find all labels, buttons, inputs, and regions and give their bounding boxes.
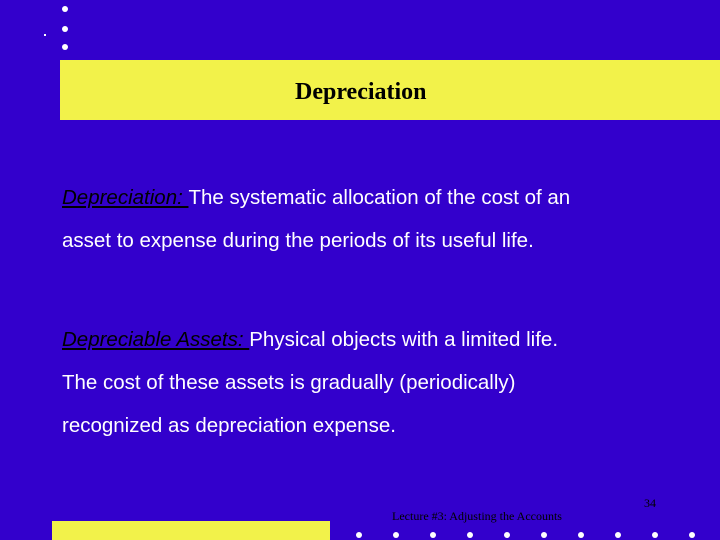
decor-dot: [430, 532, 436, 538]
decor-dot: [504, 532, 510, 538]
decor-dot: [356, 532, 362, 538]
definition-line: The systematic allocation of the cost of an: [188, 186, 571, 209]
decor-dot: [689, 532, 695, 538]
term-depreciation: Depreciation:: [62, 186, 189, 209]
definition-line: The cost of these assets is gradually (periodically): [62, 371, 516, 394]
decor-dot: [62, 6, 68, 12]
definition-line: asset to expense during the periods of its useful life.: [62, 229, 534, 252]
decor-dot: [652, 532, 658, 538]
footer-band: [52, 521, 330, 540]
decor-dot: [541, 532, 547, 538]
definition-depreciable-assets: [62, 318, 702, 447]
definition-depreciation: [62, 176, 702, 262]
page-number: 34: [644, 496, 656, 510]
decor-dot: [578, 532, 584, 538]
decor-dot: [62, 26, 68, 32]
definition-line: Physical objects with a limited life.: [249, 328, 559, 351]
decor-dot: [393, 532, 399, 538]
decor-dot: [62, 44, 68, 50]
definition-line: recognized as depreciation expense.: [62, 414, 396, 437]
decor-dot: [467, 532, 473, 538]
term-depreciable-assets: Depreciable Assets:: [62, 328, 250, 351]
decor-mark: [44, 34, 46, 36]
slide-title: Depreciation: [295, 79, 427, 105]
decor-dot: [615, 532, 621, 538]
footer-caption: Lecture #3: Adjusting the Accounts: [392, 509, 562, 523]
